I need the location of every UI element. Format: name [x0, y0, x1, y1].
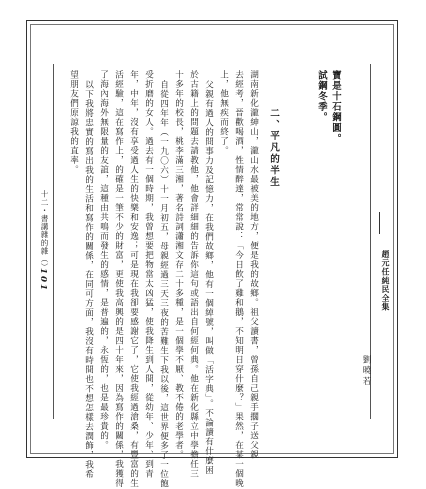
body-column: 了海內海外無限量的友誼，這種由共鳴而發生的感情，是普遍的，永恆的，也是最珍貴的。 [98, 70, 109, 450]
body-column: 上，他無疾而終了。 [218, 70, 229, 156]
page-number: 101 [38, 268, 48, 292]
body-column: 湖南新化瀧紳山，瀧山水最被美的地方，便是我的故鄉。祖父讀書，曾孫自己親手擱子送父親 [248, 70, 259, 460]
footer-reference: 十二・書講雜的雜（） [40, 190, 49, 271]
body-column: 去經考，晉歡喝酒，性情醉達，常常說：「今日飲了雞和鵝，不知明日穿什麼？」果然，在某一個晚 [233, 70, 244, 488]
body-column: 年，中年，沒有享受過人生的快樂和安逸；可是現在我卻要感謝它了，它使我經過滄桑，有豐富的生 [128, 70, 139, 488]
body-column: 十多年的校長，桃李滿三湘，著名詩詞瀟湘文存二十多種，是一個學不厭、教不倦的老學者。 [173, 70, 184, 460]
body-column: 受折磨的女人。過去有一個時期，我曾想要把物當太凶猛，使我降生到人間，從幼年、少年、到青 [143, 70, 154, 479]
body-column: 活經驗，這在寫作上，的確是一筆不少的財富，更使我高興的是四十年來，因為寫作的關係，我獲得 [113, 70, 124, 488]
section-heading: 二、平凡的半生 [268, 108, 279, 188]
header-dash [379, 212, 380, 234]
poem-line-1: 寶是十石鋼圓。 [330, 70, 341, 145]
body-column: 望朋友們原諒我的直率。 [68, 70, 79, 175]
footer-rule [53, 64, 54, 419]
body-column: 以下我將忠實的寫出我的生活和寫作的關係，在同可方面，我沒有時間也不想怎樣去潤飾，我希 [83, 80, 94, 479]
author-name: 劉曉若 [361, 355, 371, 387]
poem-line-2: 試鋼冬季。 [316, 70, 327, 123]
book-title: 趙元任純民全集 [381, 250, 390, 312]
body-column: 於古籍上的問題去請教他，他會詳細細的告訴你這句或語出自何經何典。他在新化縣立中學擔任三 [188, 70, 199, 479]
body-column: 父親有過人的問事力及記憶力，在我們故鄉，他有一個綽號，叫做「活字典」。不論讀有什麼困 [203, 80, 214, 475]
body-column: 自從四年年（一九〇六）十一月初五，母親經過三天三夜的苦難生下我以後，這世界便多了一位飽 [158, 80, 169, 489]
